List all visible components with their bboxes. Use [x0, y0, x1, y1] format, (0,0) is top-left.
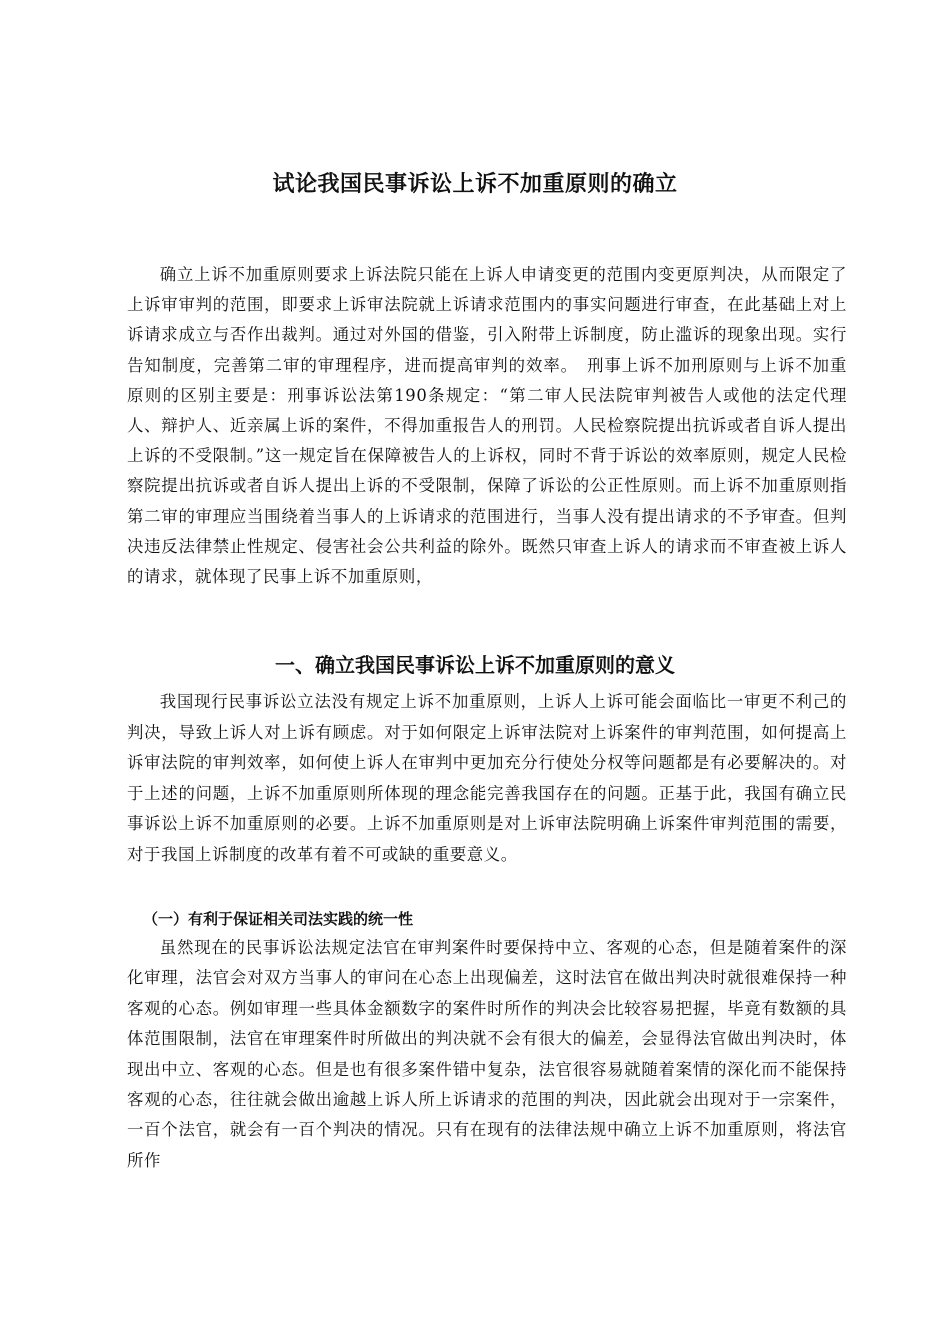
section-heading: 一、确立我国民事诉讼上诉不加重原则的意义: [275, 653, 675, 677]
subsection-heading: （一）有利于保证相关司法实践的统一性: [143, 910, 414, 928]
document-title: 试论我国民事诉讼上诉不加重原则的确立: [272, 172, 678, 197]
subsection-paragraph: 虽然现在的民事诉讼法规定法官在审判案件时要保持中立、客观的心态，但是随着案件的深化审理，法官会对双方当事人的审问在心态上出现偏差，这时法官在做出判决时就很难保持一种客观的心态。例如审理一些具体金额数字的案件时所作的判决会比较容易把握，毕竟有数额的具体范围限制，法官在审理案件时所做出的判决就不会有很大的偏差，会显得法官做出判决时，体现出中立、客观的心态。但是也有很多案件错中复杂，法官很容易就随着案情的深化而不能保持客观的心态，往往就会做出逾越上诉人所上诉请求的范围的判决，因此就会出现对于一宗案件，一百个法官，就会有一百个判决的情况。只有在现有的法律法规中确立上诉不加重原则，将法官所作: [127, 938, 847, 1170]
section-paragraph: 我国现行民事诉讼立法没有规定上诉不加重原则，上诉人上诉可能会面临比一审更不利己的判决，导致上诉人对上诉有顾虑。对于如何限定上诉审法院对上诉案件的审判范围，如何提高上诉审法院的审判效率，如何使上诉人在审判中更加充分行使处分权等问题都是有必要解决的。对于上述的问题，上诉不加重原则所体现的理念能完善我国存在的问题。正基于此，我国有确立民事诉讼上诉不加重原则的必要。上诉不加重原则是对上诉审法院明确上诉案件审判范围的需要，对于我国上诉制度的改革有着不可或缺的重要意义。: [127, 692, 847, 864]
intro-paragraph: 确立上诉不加重原则要求上诉法院只能在上诉人申请变更的范围内变更原判决，从而限定了上诉审审判的范围，即要求上诉审法院就上诉请求范围内的事实问题进行审查，在此基础上对上诉请求成立与否作出裁判。通过对外国的借鉴，引入附带上诉制度，防止滥诉的现象出现。实行告知制度，完善第二审的审理程序，进而提高审判的效率。 刑事上诉不加刑原则与上诉不加重原则的区别主要是：刑事诉讼法第190条规定：“第二审人民法院审判被告人或他的法定代理人、辩护人、近亲属上诉的案件，不得加重报告人的刑罚。人民检察院提出抗诉或者自诉人提出上诉的不受限制。”这一规定旨在保障被告人的上诉权，同时不背于诉讼的效率原则，规定人民检察院提出抗诉或者自诉人提出上诉的不受限制，保障了诉讼的公正性原则。而上诉不加重原则指第二审的审理应当围绕着当事人的上诉请求的范围进行，当事人没有提出请求的不予审查。但判决违反法律禁止性规定、侵害社会公共利益的除外。既然只审查上诉人的请求而不审查被上诉人的请求，就体现了民事上诉不加重原则，: [127, 265, 847, 587]
